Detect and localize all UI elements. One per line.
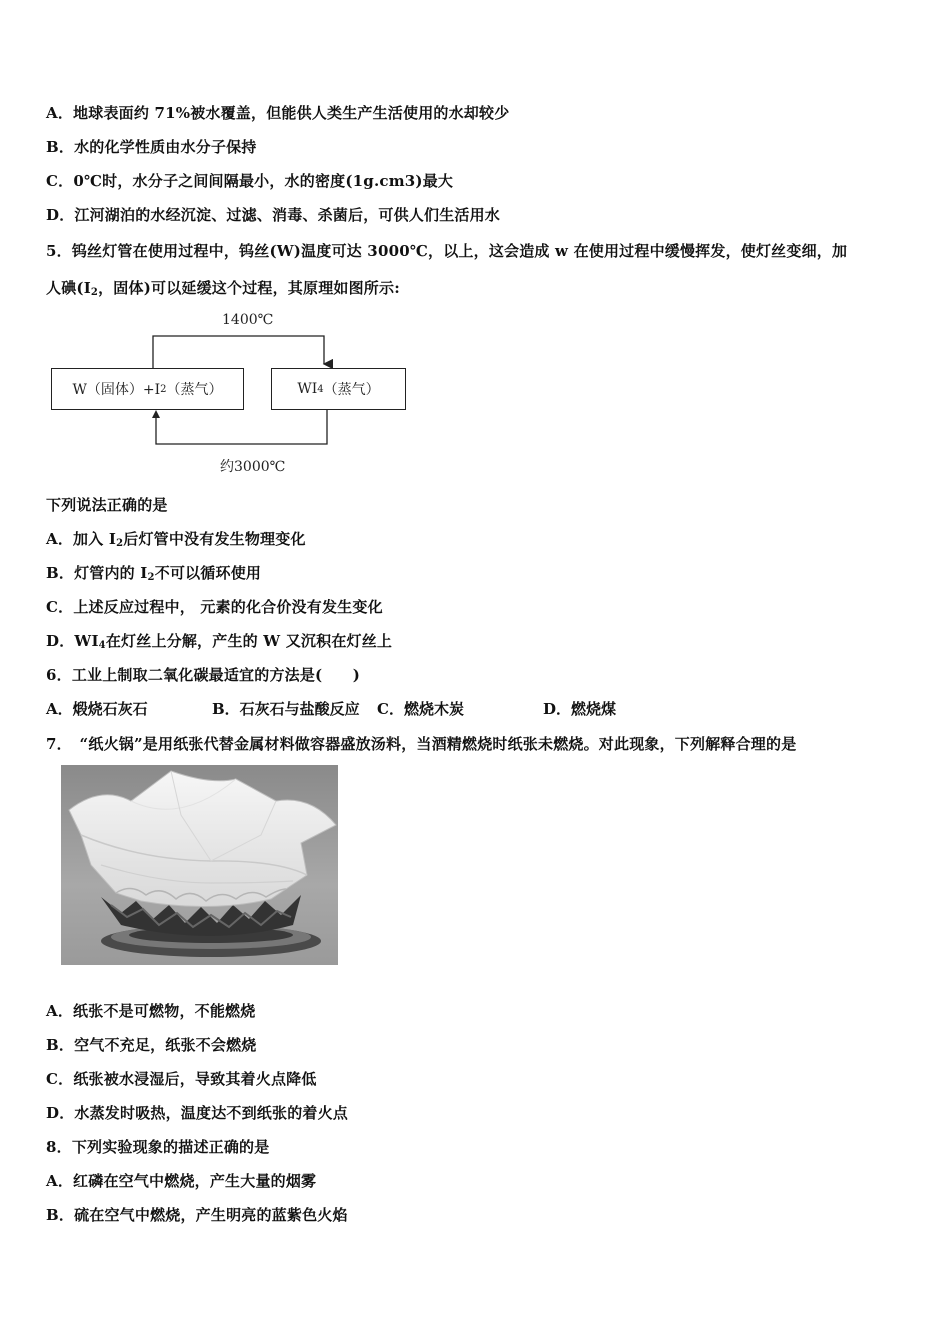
reactants-box: W（固体）+I 2 （蒸气）: [51, 368, 244, 410]
reverse-arrowhead: [152, 410, 160, 418]
q6-option-d: D．燃烧煤: [543, 700, 617, 718]
q7-option-d: D．水蒸发时吸热，温度达不到纸张的着火点: [46, 1104, 349, 1122]
q5-question: 下列说法正确的是: [46, 496, 168, 514]
bottom-temperature-label: 约3000℃: [220, 459, 286, 475]
q8-option-b: B．硫在空气中燃烧，产生明亮的蓝紫色火焰: [46, 1206, 348, 1224]
q5-option-a: A．加入 $I_2$后灯管中没有发生物理变化: [46, 530, 306, 549]
q7-option-a: A．纸张不是可燃物，不能燃烧: [46, 1002, 256, 1020]
product-box: WI 4 （蒸气）: [271, 368, 406, 410]
q5-option-c: C．上述反应过程中， 元素的化合价没有发生变化: [46, 598, 383, 616]
q6-stem: 6．工业上制取二氧化碳最适宜的方法是( ): [46, 666, 361, 684]
q4-option-d: D．江河湖泊的水经沉淀、过滤、消毒、杀菌后，可供人们生活用水: [46, 206, 501, 224]
reaction-cycle-diagram: [48, 310, 418, 480]
q8-stem: 8．下列实验现象的描述正确的是: [46, 1138, 270, 1156]
q4-option-a: A．地球表面约 71%被水覆盖，但能供人类生产生活使用的水却较少: [46, 104, 510, 122]
q7-option-b: B．空气不充足，纸张不会燃烧: [46, 1036, 257, 1054]
top-temperature-label: 1400℃: [222, 312, 274, 328]
q6-option-c: C．燃烧木炭: [377, 700, 464, 718]
q7-stem: 7． “纸火锅”是用纸张代替金属材料做容器盛放汤料，当酒精燃烧时纸张未燃烧。对此现象，下列解释合理的是: [46, 735, 797, 753]
q5-stem-line1: 5．钨丝灯管在使用过程中，钨丝(W)温度可达 3000℃，以上，这会造成 w 在使用过程中缓慢挥发，使灯丝变细，加: [46, 242, 848, 260]
paper-hotpot-photo: [61, 765, 338, 965]
q5-stem-line2: 人碘($I_2$，固体)可以延缓这个过程，其原理如图所示:: [46, 279, 400, 298]
q4-option-c: C．0℃时，水分子之间间隔最小，水的密度(1g.cm3)最大: [46, 172, 454, 190]
q4-option-b: B．水的化学性质由水分子保持: [46, 138, 257, 156]
reverse-arrow: [156, 410, 327, 444]
q7-option-c: C．纸张被水浸湿后，导致其着火点降低: [46, 1070, 317, 1088]
q6-option-a: A．煅烧石灰石: [46, 700, 148, 718]
q6-option-b: B．石灰石与盐酸反应: [212, 700, 360, 718]
q8-option-a: A．红磷在空气中燃烧，产生大量的烟雾: [46, 1172, 317, 1190]
forward-arrow: [153, 336, 324, 368]
q5-option-d: D．$WI_4$在灯丝上分解，产生的 W 又沉积在灯丝上: [46, 632, 393, 651]
q5-option-b: B．灯管内的 $I_2$不可以循环使用: [46, 564, 262, 583]
